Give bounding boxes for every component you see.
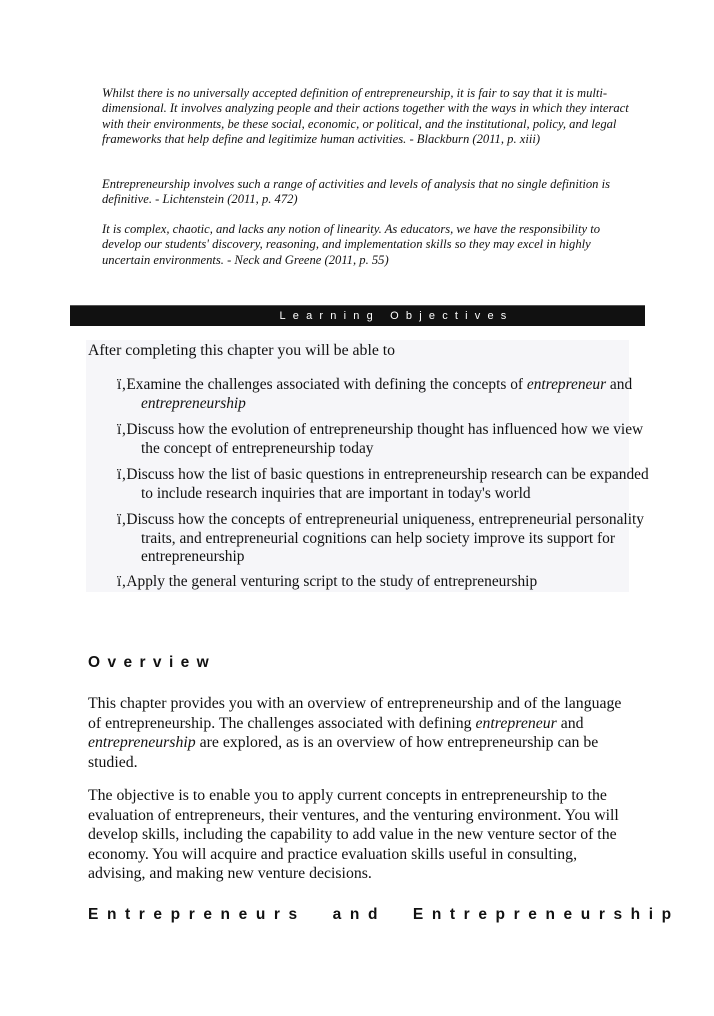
quote-neck-greene: It is complex, chaotic, and lacks any notion of linearity. As educators, we have the responsibility to develop our students' discovery, reasoning, and implementation skills so they may excel in highly uncertain environments. - Neck and Greene (2011, p. 55): [102, 222, 601, 267]
overview-heading: Overview: [88, 654, 217, 671]
objective-text: Discuss how the concepts of entrepreneurial uniqueness, entrepreneurial personality traits, and entrepreneurial cognitions can help society improve its support for entrepreneurship: [126, 511, 644, 566]
list-item: [117, 376, 653, 413]
paragraph-text: and: [556, 714, 584, 732]
list-item: [117, 421, 653, 458]
paragraph-emphasis: entrepreneur: [475, 714, 557, 732]
objective-text: Discuss how the list of basic questions in entrepreneurship research can be expanded to include research inquiries that are important in today's world: [126, 466, 649, 502]
paragraph-emphasis: entrepreneurship: [88, 734, 196, 752]
learning-objectives-title: Learning Objectives: [279, 310, 514, 322]
objective-emphasis: entrepreneur: [526, 376, 607, 393]
entrepreneurs-section-heading: Entrepreneurs and Entrepreneurship: [88, 906, 680, 923]
bullet-icon: ï‚: [117, 511, 127, 528]
objective-text: Apply the general venturing script to the study of entrepreneurship: [126, 573, 538, 590]
objective-text: Examine the challenges associated with defining the concepts of: [126, 376, 527, 393]
list-item: [117, 511, 653, 567]
objective-text: Discuss how the evolution of entrepreneurship thought has influenced how we view the concept of entrepreneurship today: [126, 421, 644, 457]
bullet-icon: ï‚: [117, 376, 127, 393]
quote-blackburn: Whilst there is no universally accepted definition of entrepreneurship, it is fair to say that it is multi-dimensional. It involves analyzing people and their actions together with the ways in which they interact with their environments, be these social, economic, or political, and the institutional, policy, and legal frameworks that help define and legitimize human activities. - Blackburn (2011, p. xiii): [102, 86, 629, 147]
bullet-icon: ï‚: [117, 421, 127, 438]
overview-paragraph-1: [88, 694, 628, 772]
bullet-icon: ï‚: [117, 573, 127, 590]
learning-objectives-banner: [70, 305, 645, 326]
paragraph-text: This chapter provides you with an overview of entrepreneurship and of the language of entrepreneurship. The challenges associated with defining: [88, 695, 622, 732]
bullet-icon: ï‚: [117, 466, 127, 483]
quote-lichtenstein: Entrepreneurship involves such a range of activities and levels of analysis that no single definition is definitive. - Lichtenstein (2011, p. 472): [102, 177, 610, 207]
list-item: [117, 573, 653, 592]
learning-objectives-intro: After completing this chapter you will be able to: [88, 342, 396, 359]
objective-text: and: [606, 376, 633, 393]
objective-emphasis: entrepreneurship: [141, 394, 246, 412]
overview-paragraph-2: The objective is to enable you to apply current concepts in entrepreneurship to the evaluation of entrepreneurs, their ventures, and the venturing environment. You will develop skills, including the capability to add value in the new venture sector of the economy. You will acquire and practice evaluation skills useful in consulting, advising, and making new venture decisions.: [88, 787, 619, 883]
paragraph-text: are explored, as is an overview of how entrepreneurship can be studied.: [88, 734, 599, 771]
list-item: [117, 466, 653, 503]
